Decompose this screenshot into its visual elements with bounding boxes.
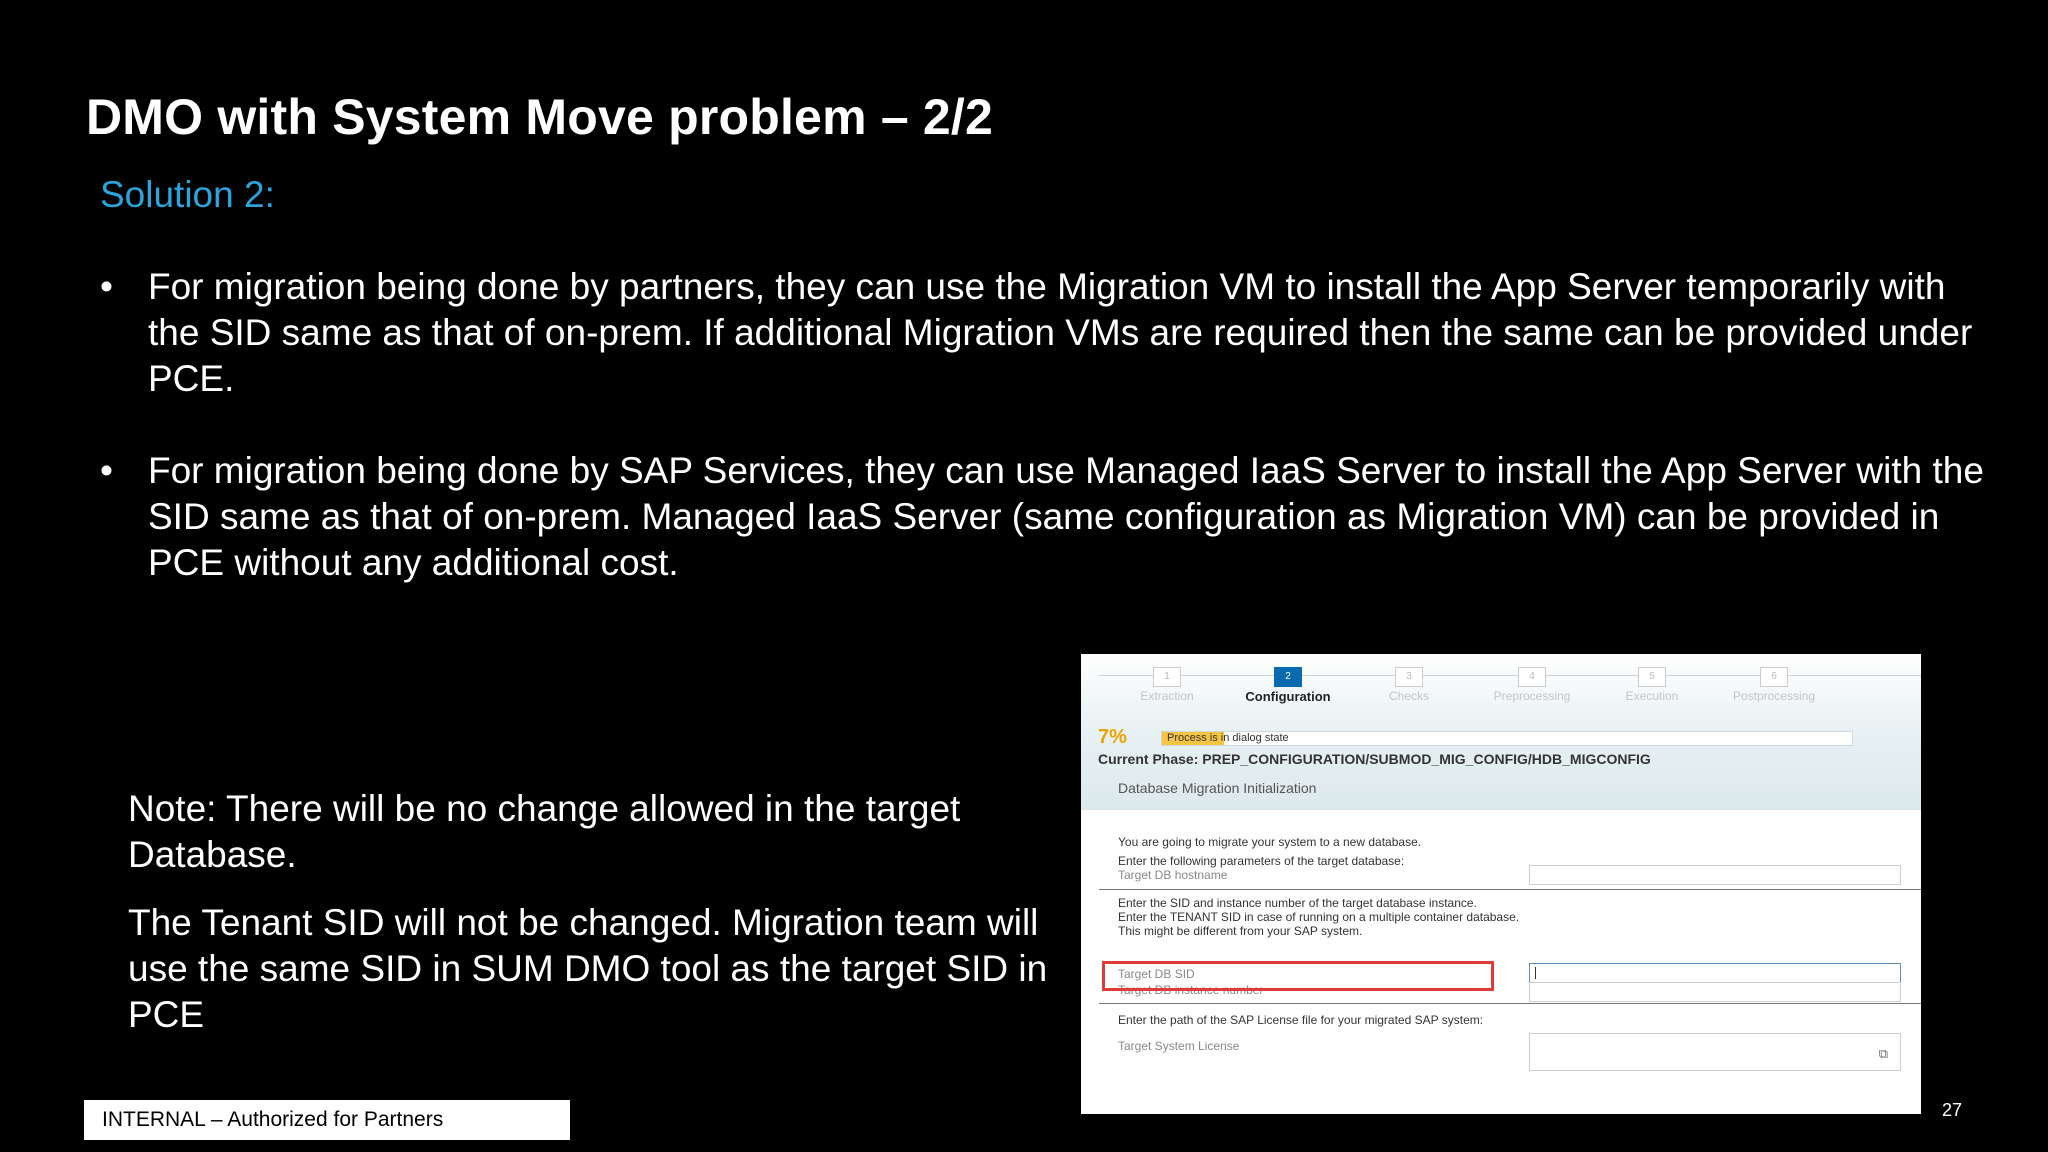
step-label: Extraction [1140,689,1194,703]
sid-highlight-box [1102,961,1494,991]
bullet-item-partners [100,264,2000,402]
target-db-instance-input[interactable] [1529,982,1901,1002]
sid-instruction-2: Enter the TENANT SID in case of running on a multiple container database. [1118,910,1520,924]
step-label: Configuration [1245,689,1331,704]
step-preprocessing[interactable] [1467,667,1597,703]
separator [1099,1003,1921,1004]
solution-subtitle: Solution 2: [100,174,275,215]
step-number: 1 [1153,667,1181,687]
step-label: Execution [1625,689,1679,703]
footer-badge: INTERNAL – Authorized for Partners [84,1100,570,1140]
separator [1099,889,1921,890]
step-label: Checks [1388,689,1429,703]
step-number: 2 [1274,667,1302,687]
hostname-label: Target DB hostname [1118,868,1228,882]
note-block [128,786,1058,1038]
roadmap-steps [1081,654,1921,704]
bullet-dot: • [100,266,113,307]
params-text: Enter the following parameters of the target database: [1118,854,1405,868]
bullet-dot: • [100,450,113,491]
screenshot-header [1081,654,1921,810]
bullet-list [100,264,2000,586]
step-number: 6 [1760,667,1788,687]
license-label: Target System License [1118,1039,1240,1053]
step-checks[interactable] [1344,667,1474,703]
bullet-item-sap-services [100,448,2000,586]
slide-title: DMO with System Move problem – 2/2 [86,89,994,145]
intro-text: You are going to migrate your system to a new database. [1118,835,1422,849]
sid-instruction-3: This might be different from your SAP system. [1118,924,1363,938]
step-number: 3 [1395,667,1423,687]
status-text: Process is in dialog state [1167,732,1289,744]
step-number: 4 [1518,667,1546,687]
target-db-hostname-input[interactable] [1529,865,1901,885]
note-tenant-sid: The Tenant SID will not be changed. Migration team will use the same SID in SUM DMO tool as the target SID in PCE [128,902,1048,1035]
text-cursor [1535,967,1536,979]
note-target-database: Note: There will be no change allowed in the target Database. [128,788,961,875]
current-phase: Current Phase: PREP_CONFIGURATION/SUBMOD_MIG_CONFIG/HDB_MIGCONFIG [1098,751,1651,767]
bullet-text-partners: For migration being done by partners, they can use the Migration VM to install the App Server temporarily with the SID same as that of on-prem. If additional Migration VMs are required then the same can be provided under PCE. [148,266,1973,399]
browse-file-icon[interactable]: ⧉ [1878,1046,1888,1061]
sum-dmo-screenshot [1081,654,1921,1114]
target-db-sid-input[interactable] [1529,963,1901,983]
section-title: Database Migration Initialization [1118,780,1317,796]
step-configuration[interactable] [1223,667,1353,704]
progress-percent: 7% [1098,726,1127,748]
step-number: 5 [1638,667,1666,687]
license-instructions: Enter the path of the SAP License file for your migrated SAP system: [1118,1013,1484,1027]
step-execution[interactable] [1587,667,1717,703]
sid-label: Target DB SID [1118,967,1195,981]
progress-bar [1161,731,1853,746]
page-number: 27 [1942,1100,1963,1120]
target-system-license-input[interactable] [1529,1033,1901,1071]
bullet-text-sap-services: For migration being done by SAP Services, they can use Managed IaaS Server to install the App Server with the SID same as that of on-prem. Managed IaaS Server (same configuration as Migration VM) can be provided in PCE without any additional cost. [148,450,1984,583]
sid-instruction-1: Enter the SID and instance number of the target database instance. [1118,896,1477,910]
step-postprocessing[interactable] [1709,667,1839,703]
step-label: Postprocessing [1732,689,1816,703]
step-label: Preprocessing [1493,689,1571,703]
step-extraction[interactable] [1102,667,1232,703]
instance-label: Target DB instance number [1118,983,1264,997]
